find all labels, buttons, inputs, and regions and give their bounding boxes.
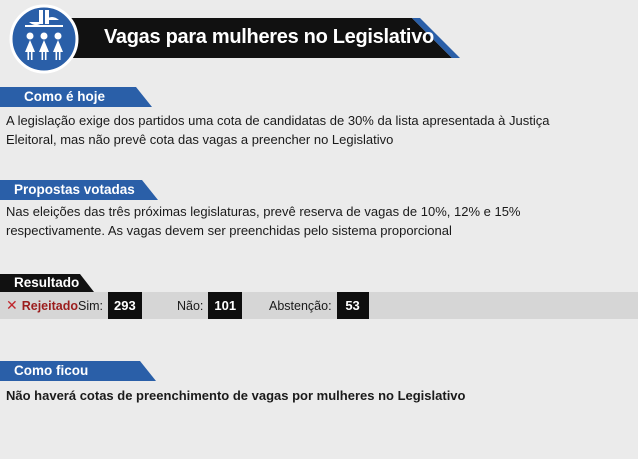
today-text-line-2: Eleitoral, mas não prevê cota das vagas a preencher no Legislativo: [6, 132, 394, 147]
congress-women-icon: [9, 4, 79, 74]
section-tag-label: Propostas votadas: [14, 182, 135, 197]
no-label: Não:: [177, 298, 204, 313]
proposals-description: [6, 202, 626, 240]
result-bar: [0, 292, 638, 319]
yes-label: Sim:: [78, 298, 103, 313]
section-tag-outcome: [0, 361, 158, 381]
yes-votes: [78, 292, 142, 319]
page-title: Vagas para mulheres no Legislativo: [104, 26, 434, 48]
today-description: [6, 111, 626, 149]
outcome-description: Não haverá cotas de preenchimento de vagas por mulheres no Legislativo: [6, 388, 466, 403]
section-tag-result: [0, 274, 96, 292]
today-text-line-1: A legislação exige dos partidos uma cota de candidatas de 30% da lista apresentada à Justiça: [6, 113, 550, 128]
section-tag-today: [0, 87, 154, 107]
proposals-text-line-1: Nas eleições das três próximas legislaturas, prevê reserva de vagas de 10%, 12% e 15%: [6, 204, 521, 219]
abstention-votes: [269, 292, 369, 319]
no-count: 101: [208, 292, 242, 319]
no-votes: [177, 292, 242, 319]
proposals-text-line-2: respectivamente. As vagas devem ser preenchidas pelo sistema proporcional: [6, 223, 452, 238]
yes-count: 293: [108, 292, 142, 319]
status-label: Rejeitado: [21, 298, 78, 313]
section-tag-label: Como ficou: [14, 363, 89, 378]
status-badge: [6, 292, 78, 319]
abstention-label: Abstenção:: [269, 298, 332, 313]
section-tag-proposals: [0, 180, 160, 200]
section-tag-label: Resultado: [14, 275, 80, 290]
abstention-count: 53: [337, 292, 369, 319]
x-icon: ✕: [6, 297, 18, 313]
section-tag-label: Como é hoje: [24, 89, 106, 104]
